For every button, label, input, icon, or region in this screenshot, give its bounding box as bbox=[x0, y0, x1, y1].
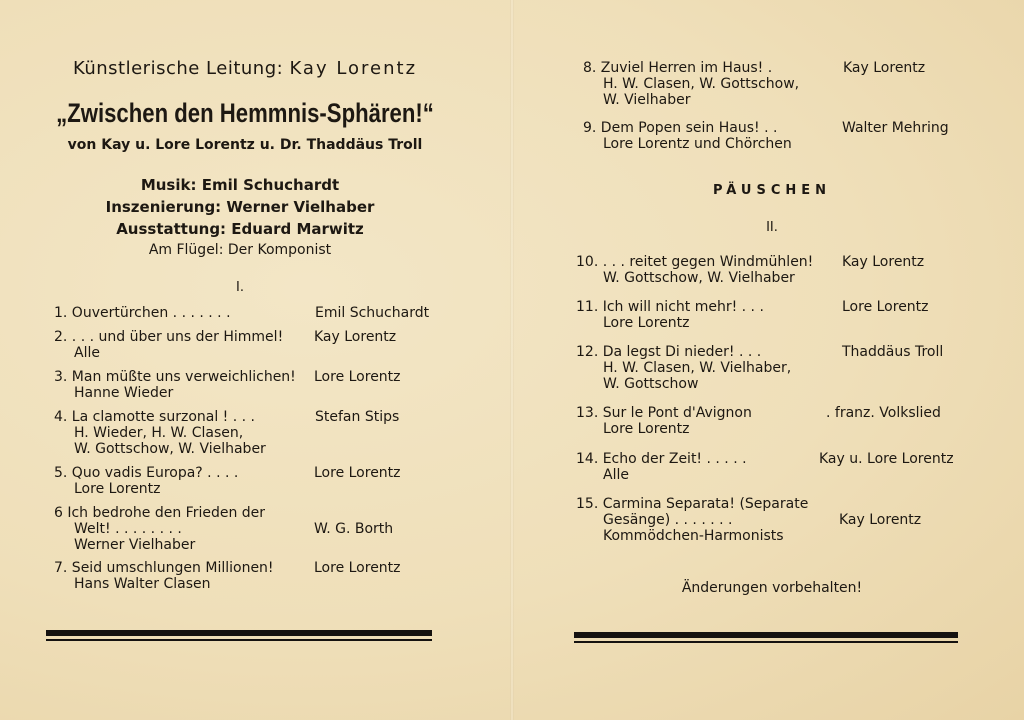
item-cast: W. Gottschow, W. Vielhaber bbox=[603, 270, 795, 286]
credit-name: Der Komponist bbox=[227, 242, 332, 258]
item-label: 11. Ich will nicht mehr! . . . bbox=[576, 299, 764, 315]
item-label: 6 Ich bedrohe den Frieden der bbox=[54, 505, 266, 521]
item-author: Walter Mehring bbox=[842, 120, 949, 136]
item-author: Kay Lorentz bbox=[843, 60, 926, 76]
program-item-14 bbox=[576, 451, 954, 483]
section-one-heading: I. bbox=[236, 280, 244, 295]
item-cast: H. W. Clasen, W. Vielhaber, bbox=[603, 360, 792, 376]
direction-label: Künstlerische Leitung: bbox=[72, 58, 284, 79]
bottom-rule bbox=[46, 630, 432, 642]
program-authors: von Kay u. Lore Lorentz u. Dr. Thaddäus Troll bbox=[67, 137, 423, 153]
program-title: „Zwischen den Hemmnis-Sphären!“ bbox=[56, 98, 434, 128]
program-item-6 bbox=[54, 505, 394, 553]
item-label: 13. Sur le Pont d'Avignon bbox=[576, 405, 752, 421]
item-cast: Alle bbox=[74, 345, 100, 361]
item-cast: H. Wieder, H. W. Clasen, bbox=[74, 425, 244, 441]
item-label: 15. Carmina Separata! (Separate bbox=[576, 496, 809, 512]
credit-name: Werner Vielhaber bbox=[226, 198, 375, 216]
item-author: . franz. Volkslied bbox=[826, 405, 941, 421]
item-cast: Alle bbox=[603, 467, 629, 483]
program-item-2 bbox=[54, 329, 397, 361]
credit-role: Musik: bbox=[140, 176, 197, 194]
right-page bbox=[512, 0, 1024, 720]
item-author: Kay Lorentz bbox=[314, 329, 397, 345]
item-cast: Hans Walter Clasen bbox=[74, 576, 211, 592]
item-cast: W. Gottschow bbox=[603, 376, 699, 392]
item-author: Kay Lorentz bbox=[839, 512, 922, 528]
credit-staging bbox=[0, 198, 480, 216]
credit-role: Inszenierung: bbox=[105, 198, 222, 216]
item-cast: Werner Vielhaber bbox=[74, 537, 196, 553]
credit-music bbox=[0, 176, 480, 194]
item-author: Lore Lorentz bbox=[314, 369, 401, 385]
item-label: 2. . . . und über uns der Himmel! bbox=[54, 329, 284, 345]
item-author: Kay Lorentz bbox=[842, 254, 925, 270]
program-item-10 bbox=[576, 254, 925, 286]
item-cast: Hanne Wieder bbox=[74, 385, 174, 401]
credit-name: Eduard Marwitz bbox=[231, 220, 364, 238]
item-author: Emil Schuchardt bbox=[315, 305, 430, 321]
program-item-11 bbox=[576, 299, 929, 331]
item-author: Lore Lorentz bbox=[314, 465, 401, 481]
item-label: 14. Echo der Zeit! . . . . . bbox=[576, 451, 747, 467]
program-item-8 bbox=[583, 60, 926, 108]
program-item-12 bbox=[576, 344, 944, 392]
item-author: W. G. Borth bbox=[314, 521, 394, 537]
credit-equipment bbox=[0, 220, 480, 238]
item-cast: Welt! . . . . . . . . bbox=[74, 521, 182, 537]
item-label: 7. Seid umschlungen Millionen! bbox=[54, 560, 274, 576]
item-cast: W. Vielhaber bbox=[603, 92, 691, 108]
credit-piano bbox=[0, 242, 480, 258]
item-author: Thaddäus Troll bbox=[842, 344, 944, 360]
item-author: Lore Lorentz bbox=[842, 299, 929, 315]
item-cast: H. W. Clasen, W. Gottschow, bbox=[603, 76, 800, 92]
item-cast: W. Gottschow, W. Vielhaber bbox=[74, 441, 266, 457]
program-item-9 bbox=[583, 120, 949, 152]
item-cast: Lore Lorentz bbox=[74, 481, 161, 497]
item-label: 10. . . . reitet gegen Windmühlen! bbox=[576, 254, 814, 270]
item-label: 9. Dem Popen sein Haus! . . bbox=[583, 120, 778, 136]
item-author: Lore Lorentz bbox=[314, 560, 401, 576]
program-item-15 bbox=[576, 496, 922, 544]
program-item-7 bbox=[54, 560, 401, 592]
credit-name: Emil Schuchardt bbox=[201, 176, 340, 194]
item-cast: Lore Lorentz bbox=[603, 315, 690, 331]
item-cast: Lore Lorentz bbox=[603, 421, 690, 437]
program-item-5 bbox=[54, 465, 401, 497]
credit-role: Ausstattung: bbox=[116, 220, 227, 238]
intermission-heading: PÄUSCHEN bbox=[712, 183, 832, 198]
item-author: Kay u. Lore Lorentz bbox=[819, 451, 954, 467]
program-item-4 bbox=[54, 409, 400, 457]
bottom-rule bbox=[574, 632, 958, 644]
program-item-13 bbox=[576, 405, 941, 437]
item-label: 4. La clamotte surzonal ! . . . bbox=[54, 409, 255, 425]
credit-role: Am Flügel: bbox=[148, 242, 224, 258]
item-cast: Lore Lorentz und Chörchen bbox=[603, 136, 792, 152]
item-author: Stefan Stips bbox=[315, 409, 400, 425]
item-cast: Kommödchen-Harmonists bbox=[603, 528, 784, 544]
item-cast: Gesänge) . . . . . . . bbox=[603, 512, 733, 528]
director-name: Kay Lorentz bbox=[289, 58, 418, 79]
item-label: 1. Ouvertürchen . . . . . . . bbox=[54, 305, 231, 321]
item-label: 8. Zuviel Herren im Haus! . bbox=[583, 60, 773, 76]
item-label: 3. Man müßte uns verweichlichen! bbox=[54, 369, 296, 385]
artistic-direction bbox=[0, 58, 490, 79]
item-label: 5. Quo vadis Europa? . . . . bbox=[54, 465, 239, 481]
changes-reserved-note: Änderungen vorbehalten! bbox=[681, 580, 863, 596]
section-two-heading: II. bbox=[766, 220, 778, 235]
program-item-3 bbox=[54, 369, 401, 401]
item-label: 12. Da legst Di nieder! . . . bbox=[576, 344, 762, 360]
